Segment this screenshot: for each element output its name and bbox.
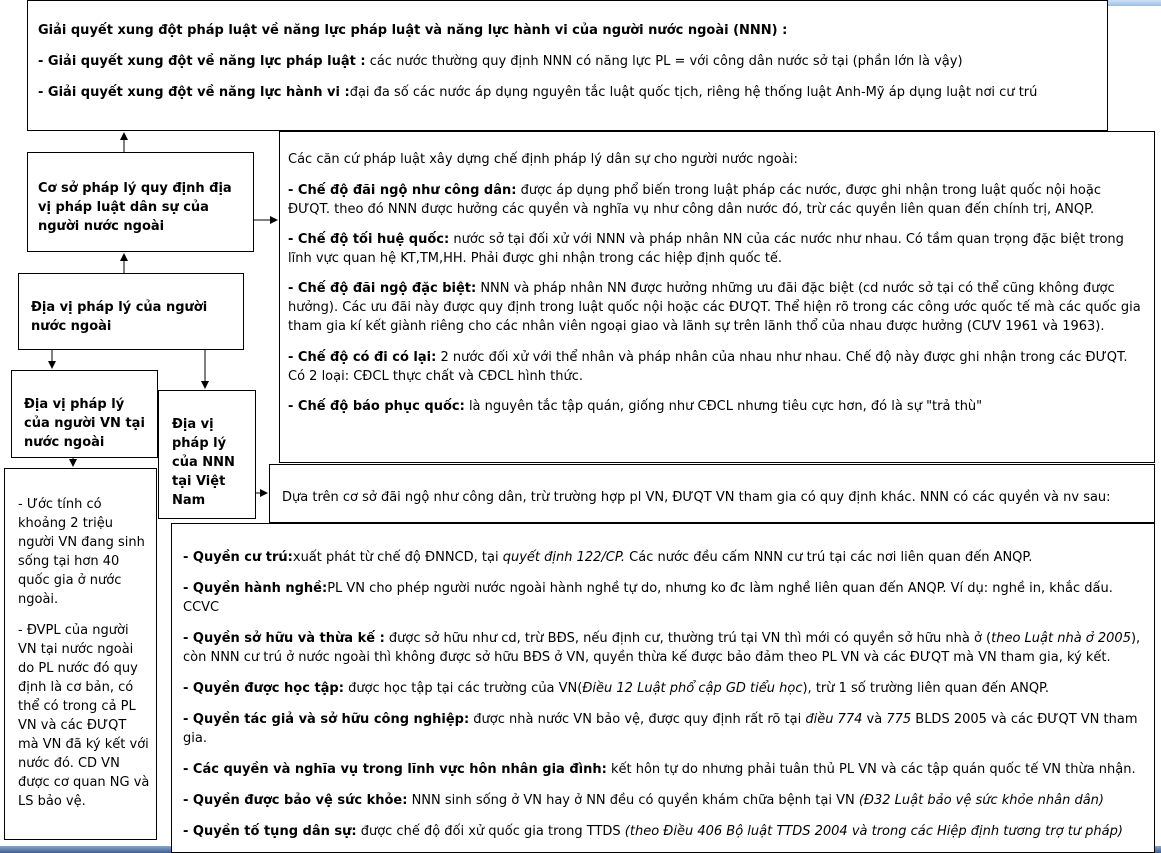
right-education: - Quyền được học tập: được học tập tại các trường của VN(Điều 12 Luật phổ cập GD tiểu học), trừ 1 số trường liên quan đến ANQP. <box>183 681 1049 696</box>
legal-basis-text: Cơ sở pháp lý quy định địa vị pháp luật dân sự của người nước ngoài <box>38 181 232 234</box>
right-practice: - Quyền hành nghề:PL VN cho phép người nước ngoài hành nghề tự do, nhưng ko đc làm nghề liên quan đến ANQP. Ví dụ: nghề in, khắc dấu. CCVC <box>183 581 1113 615</box>
right-intellectual-property: - Quyền tác giả và sở hữu công nghiệp: được nhà nước VN bảo vệ, được quy định rất rõ tại điều 774 và 775 BLDS 2005 và các ĐƯQT VN tham gia. <box>183 712 1138 746</box>
conflict-title: Giải quyết xung đột pháp luật về năng lực pháp luật và năng lực hành vi của người nước ngoài (NNN) : <box>38 23 788 38</box>
regime-special-treatment: - Chế độ đãi ngộ đặc biệt: NNN và pháp nhân NN được hưởng những ưu đãi đặc biệt (cd nước sở tại có thể cũng không được hưởng). Các ưu đãi này được quy định trong luật quốc nội hoặc các ĐƯQT. Thể hiện rõ trong các công ước quốc tế mà các quốc gia tham gia kí kết giành riêng cho các nhân viên ngoại giao và lãnh sự trên lãnh thổ của nhau được hưởng (CƯV 1961 và 1963). <box>288 281 1141 334</box>
conflict-item-act-capacity: - Giải quyết xung đột về năng lực hành vi :đại đa số các nước áp dụng nguyên tắc luật quốc tịch, riêng hệ thống luật Anh-Mỹ áp dụng luật nơi cư trú <box>38 85 1038 100</box>
regime-most-favoured-nation: - Chế độ tối huệ quốc: nước sở tại đối xử với NNN và pháp nhân NN của các nước như nhau. Có tầm quan trọng đặc biệt trong lĩnh vực quan hệ KT,TM,HH. Phải được ghi nhận trong các hiệp định quốc tế. <box>288 232 1124 266</box>
regime-national-treatment: - Chế độ đãi ngộ như công dân: được áp dụng phổ biến trong luật pháp các nước, được ghi nhận trong luật quốc nội hoặc ĐƯQT. theo đó NNN được hưởng các quyền và nghĩa vụ như công dân nước đó, trừ các quyền liên quan đến chính trị, ANQP. <box>288 183 1101 217</box>
basis-text: Dựa trên cơ sở đãi ngộ như công dân, trừ trường hợp pl VN, ĐƯQT VN tham gia có quy định khác. NNN có các quyền và nv sau: <box>282 490 1111 505</box>
foreigner-status-text: Địa vị pháp lý của người nước ngoài <box>31 300 208 334</box>
right-marriage-family: - Các quyền và nghĩa vụ trong lĩnh vực hôn nhân gia đình: kết hôn tự do nhưng phải tuân thủ PL VN và các tập quán quốc tế VN thừa nhận. <box>183 762 1136 777</box>
regime-reciprocity: - Chế độ có đi có lại: 2 nước đối xử với thể nhân và pháp nhân của nhau như nhau. Chế độ này được ghi nhận trong các ĐƯQT. Có 2 loại: CĐCL thực chất và CĐCL hình thức. <box>288 350 1128 384</box>
right-ownership-inheritance: - Quyền sở hữu và thừa kế : được sở hữu như cd, trừ BĐS, nếu định cư, thường trú tại VN thì mới có quyền sở hữu nhà ở (theo Luật nhà ở 2005), còn NNN cư trú ở nước ngoài thì không được sở hữu BĐS ở VN, quyền thừa kế được bảo đảm theo PL VN và các ĐƯQT mà VN tham gia, ký kết. <box>183 631 1141 665</box>
vn-abroad-text: Địa vị pháp lý của người VN tại nước ngoài <box>24 397 145 450</box>
right-health: - Quyền được bảo vệ sức khỏe: NNN sinh sống ở VN hay ở NN đều có quyền khám chữa bệnh tại VN (Đ32 Luật bảo vệ sức khỏe nhân dân) <box>183 793 1104 808</box>
regimes-intro: Các căn cứ pháp luật xây dựng chế định pháp lý dân sự cho người nước ngoài: <box>288 152 798 167</box>
vn-abroad-detail-para1: - Ước tính có khoảng 2 triệu người VN đang sinh sống tại hơn 40 quốc gia ở nước ngoài. <box>18 497 145 607</box>
regime-retaliation: - Chế độ báo phục quốc: là nguyên tắc tập quán, giống như CĐCL nhưng tiêu cực hơn, đó là sự "trả thù" <box>288 399 983 414</box>
right-civil-procedure: - Quyền tố tụng dân sự: được chế độ đối xử quốc gia trong TTDS (theo Điều 406 Bộ luật TTDS 2004 và trong các Hiệp định tương trợ tư pháp) <box>183 824 1123 839</box>
vn-abroad-detail-para2: - ĐVPL của người VN tại nước ngoài do PL nước đó quy định là cơ bản, có thể có trong cả PL VN và các ĐƯQT mà VN đã ký kết với nước đó. CD VN được cơ quan NG và LS bảo vệ. <box>18 623 150 809</box>
conflict-item-legal-capacity: - Giải quyết xung đột về năng lực pháp luật : các nước thường quy định NNN có năng lực PL = với công dân nước sở tại (phần lớn là vậy) <box>38 54 963 69</box>
right-residence: - Quyền cư trú:xuất phát từ chế độ ĐNNCD, tại quyết định 122/CP. Các nước đều cấm NNN cư trú tại các nơi liên quan đến ANQP. <box>183 550 1033 565</box>
foreigner-in-vn-text: Địa vị pháp lý của NNN tại Việt Nam <box>172 417 235 508</box>
